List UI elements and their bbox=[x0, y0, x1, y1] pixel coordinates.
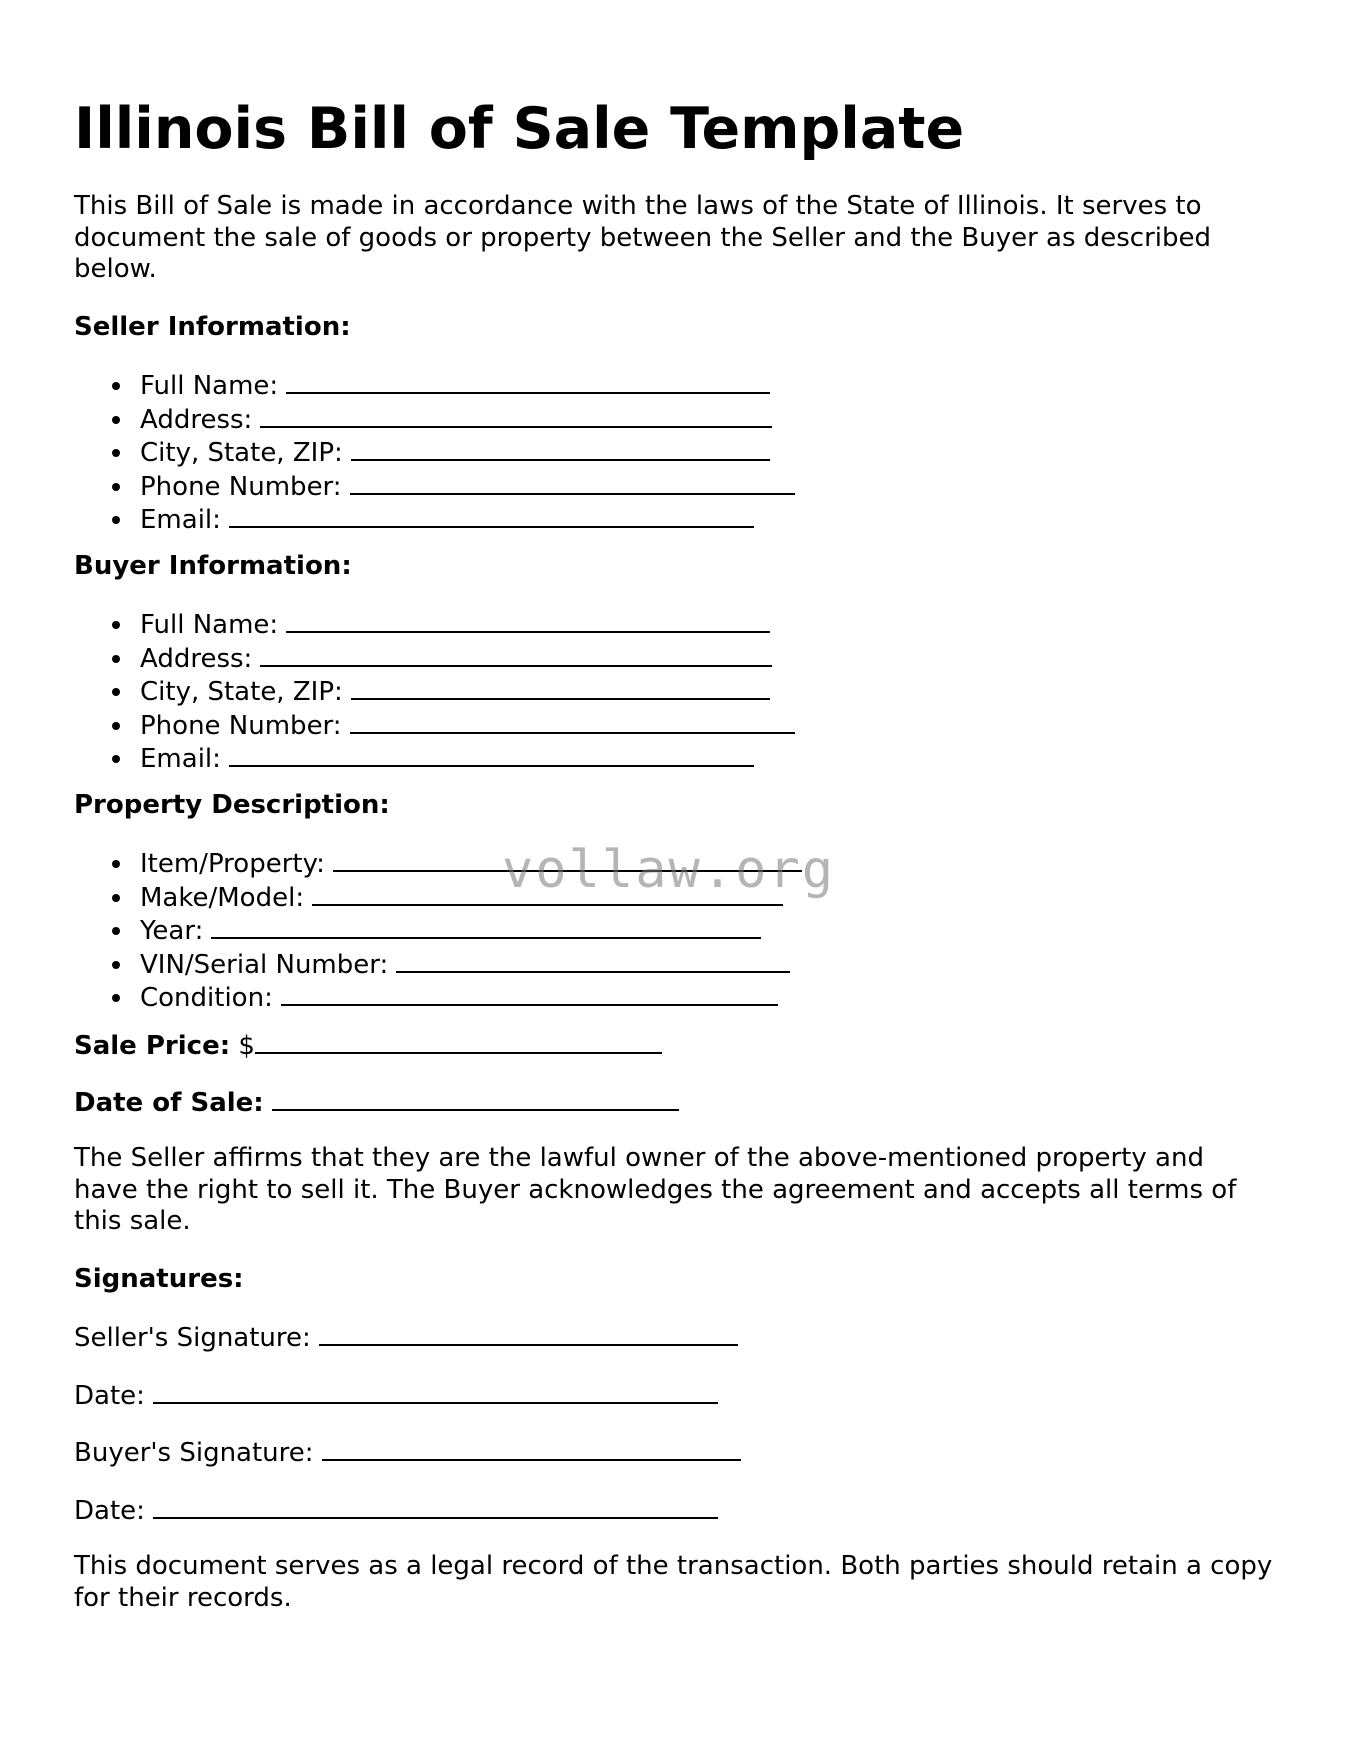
affirmation-paragraph: The Seller affirms that they are the lawful owner of the above-mentioned property and have the right to sell it. The Buyer acknowledges the agreement and accepts all terms of this sale. bbox=[74, 1143, 1237, 1236]
seller-date-line: Date: bbox=[74, 1379, 718, 1413]
sale-price-blank[interactable] bbox=[255, 1029, 662, 1054]
buyer-phone-blank[interactable] bbox=[350, 709, 795, 734]
seller-signature-blank[interactable] bbox=[319, 1321, 738, 1346]
watermark: vollaw.org bbox=[502, 840, 836, 900]
date-of-sale-blank[interactable] bbox=[272, 1086, 679, 1111]
buyer-phone: Phone Number: bbox=[74, 709, 795, 743]
page-title: Illinois Bill of Sale Template bbox=[74, 96, 965, 162]
seller-city-state-zip: City, State, ZIP: bbox=[74, 436, 795, 470]
property-item: Item/Property: bbox=[74, 847, 802, 881]
sale-price-line bbox=[74, 1029, 662, 1063]
sale-price-label: Sale Price: bbox=[74, 1031, 231, 1061]
seller-full-name-blank[interactable] bbox=[286, 369, 770, 394]
property-condition-blank[interactable] bbox=[281, 981, 778, 1006]
seller-email-blank[interactable] bbox=[229, 503, 754, 528]
buyer-full-name: Full Name: bbox=[74, 608, 795, 642]
buyer-city-state-zip-blank[interactable] bbox=[351, 675, 770, 700]
buyer-date-blank[interactable] bbox=[153, 1494, 718, 1519]
seller-date-blank[interactable] bbox=[153, 1379, 718, 1404]
property-vin: VIN/Serial Number: bbox=[74, 948, 802, 982]
buyer-email: Email: bbox=[74, 742, 795, 776]
property-heading: Property Description: bbox=[74, 790, 390, 820]
seller-fields bbox=[74, 369, 795, 537]
seller-phone: Phone Number: bbox=[74, 470, 795, 504]
buyer-email-blank[interactable] bbox=[229, 742, 754, 767]
buyer-address: Address: bbox=[74, 642, 795, 676]
buyer-heading: Buyer Information: bbox=[74, 551, 352, 581]
buyer-full-name-blank[interactable] bbox=[286, 608, 770, 633]
seller-phone-blank[interactable] bbox=[350, 470, 795, 495]
property-condition: Condition: bbox=[74, 981, 802, 1015]
signatures-heading: Signatures: bbox=[74, 1264, 244, 1294]
seller-heading: Seller Information: bbox=[74, 312, 351, 342]
date-of-sale-label: Date of Sale: bbox=[74, 1088, 264, 1118]
buyer-signature-blank[interactable] bbox=[322, 1436, 741, 1461]
intro-paragraph: This Bill of Sale is made in accordance with the laws of the State of Illinois. It serves to document the sale of goods or property between the Seller and the Buyer as described below. bbox=[74, 191, 1212, 284]
seller-city-state-zip-blank[interactable] bbox=[351, 436, 770, 461]
currency-symbol: $ bbox=[238, 1031, 255, 1061]
buyer-date-line: Date: bbox=[74, 1494, 718, 1528]
seller-address: Address: bbox=[74, 403, 795, 437]
seller-full-name: Full Name: bbox=[74, 369, 795, 403]
seller-signature-line: Seller's Signature: bbox=[74, 1321, 738, 1355]
seller-email: Email: bbox=[74, 503, 795, 537]
buyer-address-blank[interactable] bbox=[260, 642, 772, 667]
property-make-model: Make/Model: bbox=[74, 881, 802, 915]
closing-paragraph: This document serves as a legal record of the transaction. Both parties should retain a copy for their records. bbox=[74, 1551, 1273, 1613]
property-year: Year: bbox=[74, 914, 802, 948]
buyer-fields bbox=[74, 608, 795, 776]
property-vin-blank[interactable] bbox=[396, 948, 790, 973]
date-of-sale-line bbox=[74, 1086, 679, 1120]
seller-address-blank[interactable] bbox=[260, 403, 772, 428]
buyer-signature-line: Buyer's Signature: bbox=[74, 1436, 741, 1470]
property-year-blank[interactable] bbox=[211, 914, 761, 939]
buyer-city-state-zip: City, State, ZIP: bbox=[74, 675, 795, 709]
